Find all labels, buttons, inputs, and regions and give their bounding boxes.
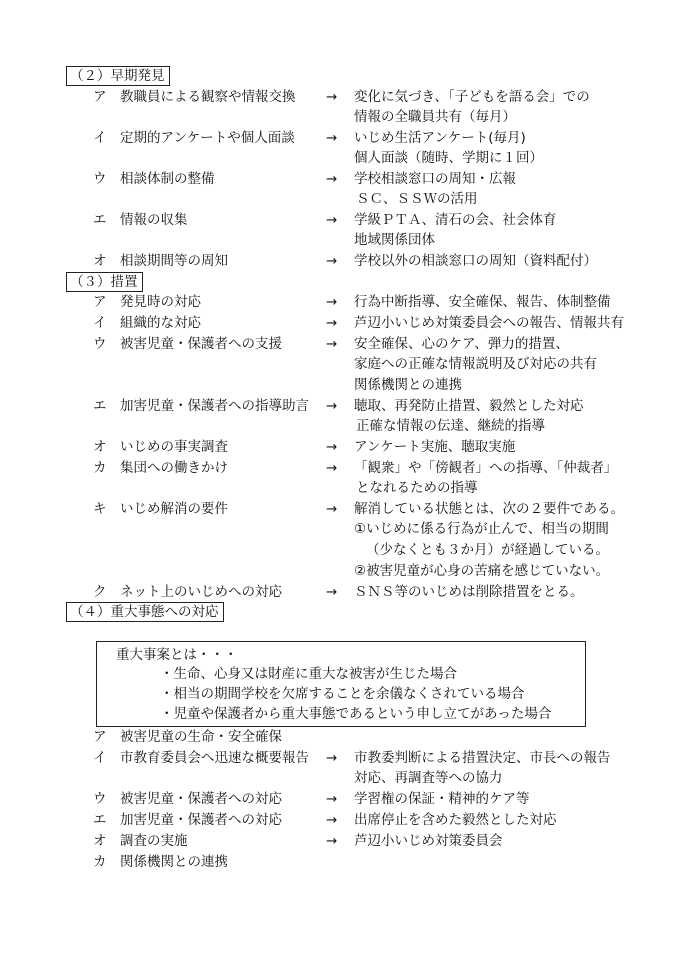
item-detail-continuation: ＳＣ、ＳＳＷの活用 [356,191,478,207]
item-detail: 市教委判断による措置決定、市長への報告 [354,750,611,766]
list-item [0,499,681,520]
item-mark: キ [93,501,107,517]
item-detail-continuation: となれるための指導 [356,480,478,496]
item-detail-continuation: （少なくとも３か月）が経過している。 [366,542,609,558]
item-mark: エ [93,398,107,414]
item-label: いじめ解消の要件 [120,501,228,517]
list-item [0,748,681,769]
arrow-icon: → [326,171,338,187]
list-item [0,396,681,417]
item-mark: オ [93,439,107,455]
item-detail: 行為中断指導、安全確保、報告、体制整備 [354,294,611,310]
item-mark: オ [93,833,107,849]
item-mark: ア [93,89,107,105]
item-mark: ウ [93,171,107,187]
item-label: 被害児童の生命・安全確保 [120,729,282,745]
item-mark: オ [93,253,107,269]
item-mark: カ [93,460,107,476]
item-label: 相談期間等の周知 [120,253,228,269]
item-detail-continuation: 家庭への正確な情報説明及び対応の共有 [354,356,597,372]
item-detail-continuation: 情報の全職員共有（毎月） [354,109,516,125]
item-detail-continuation: ①いじめに係る行為が止んで、相当の期間 [354,521,609,537]
item-detail: 「観衆」や「傍観者」への指導、「仲裁者」 [354,460,618,476]
list-item [0,582,681,603]
item-label: 情報の収集 [120,212,188,228]
item-mark: ウ [93,336,107,352]
item-label: ネット上のいじめへの対応 [120,584,282,600]
list-item [0,852,681,873]
list-item [0,210,681,231]
definition-bullet: ・生命、心身又は財産に重大な被害が生じた場合 [160,666,457,682]
item-detail: 安全確保、心のケア、弾力的措置、 [354,336,569,352]
item-label: 加害児童・保護者への指導助言 [120,398,309,414]
arrow-icon: → [326,460,338,476]
item-detail: 学校以外の相談窓口の周知（資料配付） [354,253,597,269]
item-mark: イ [93,130,107,146]
arrow-icon: → [326,833,338,849]
arrow-icon: → [326,750,338,766]
item-detail: アンケート実施、聴取実施 [354,439,516,455]
item-label: 集団への働きかけ [120,460,228,476]
item-detail: 学校相談窓口の周知・広報 [354,171,516,187]
item-detail: ＳＮＳ等のいじめは削除措置をとる。 [354,584,584,600]
item-detail-continuation: ②被害児童が心身の苦痛を感じていない。 [354,563,610,579]
item-label: 被害児童・保護者への支援 [120,336,282,352]
item-detail-continuation: 地域関係団体 [354,232,435,248]
item-detail: 解消している状態とは、次の２要件である。 [354,501,624,517]
arrow-icon: → [326,315,338,331]
item-mark: ウ [93,791,107,807]
item-mark: イ [93,750,107,766]
item-label: 調査の実施 [120,833,188,849]
list-item [0,727,681,748]
item-label: 組織的な対応 [120,315,201,331]
item-mark: エ [93,212,107,228]
arrow-icon: → [326,791,338,807]
item-label: 相談体制の整備 [120,171,215,187]
arrow-icon: → [326,89,338,105]
item-label: 加害児童・保護者への対応 [120,812,282,828]
list-item [0,87,681,108]
item-detail: いじめ生活アンケート(毎月) [354,130,526,146]
item-detail-continuation: 対応、再調査等への協力 [354,770,503,786]
section-heading-early-detection: （２）早期発見 [66,66,170,86]
arrow-icon: → [326,501,338,517]
section-heading-serious-incident: （４）重大事態への対応 [66,602,224,622]
item-label: 市教育委員会へ迅速な概要報告 [120,750,309,766]
item-mark: カ [93,854,107,870]
arrow-icon: → [326,398,338,414]
definition-bullet: ・児童や保護者から重大事態であるという申し立てがあった場合 [160,706,552,722]
list-item [0,810,681,831]
list-item [0,292,681,313]
arrow-icon: → [326,294,338,310]
arrow-icon: → [326,439,338,455]
list-item [0,128,681,149]
arrow-icon: → [326,336,338,352]
definition-bullet: ・相当の期間学校を欠席することを余儀なくされている場合 [160,686,525,702]
arrow-icon: → [326,584,338,600]
item-detail: 学習権の保証・精神的ケア等 [354,791,530,807]
list-item [0,251,681,272]
item-mark: ク [93,584,107,600]
item-detail: 変化に気づき、「子どもを語る会」での [354,89,590,105]
list-item [0,437,681,458]
list-item [0,169,681,190]
item-detail-continuation: 個人面談（随時、学期に１回） [354,150,543,166]
list-item [0,458,681,479]
item-detail-continuation: 関係機関との連携 [354,377,462,393]
item-label: 発見時の対応 [120,294,201,310]
arrow-icon: → [326,253,338,269]
item-detail: 聴取、再発防止措置、毅然とした対応 [354,398,584,414]
item-label: 関係機関との連携 [120,854,228,870]
item-detail: 学級ＰＴＡ、清石の会、社会体育 [354,212,557,228]
arrow-icon: → [326,812,338,828]
list-item [0,789,681,810]
arrow-icon: → [326,130,338,146]
list-item [0,313,681,334]
arrow-icon: → [326,212,338,228]
list-item [0,334,681,355]
item-mark: ア [93,294,107,310]
section-heading-measures: （３）措置 [66,272,143,292]
item-label: 定期的アンケートや個人面談 [120,130,295,146]
item-mark: ア [93,729,107,745]
item-detail: 芦辺小いじめ対策委員会 [354,833,503,849]
definition-box-title: 重大事案とは・・・ [116,647,238,663]
item-detail: 出席停止を含めた毅然とした対応 [354,812,557,828]
item-detail-continuation: 正確な情報の伝達、継続的指導 [356,418,545,434]
item-mark: エ [93,812,107,828]
item-label: いじめの事実調査 [120,439,228,455]
list-item [0,831,681,852]
item-detail: 芦辺小いじめ対策委員会への報告、情報共有 [354,315,624,331]
item-mark: イ [93,315,107,331]
item-label: 被害児童・保護者への対応 [120,791,282,807]
item-label: 教職員による観察や情報交換 [120,89,296,105]
